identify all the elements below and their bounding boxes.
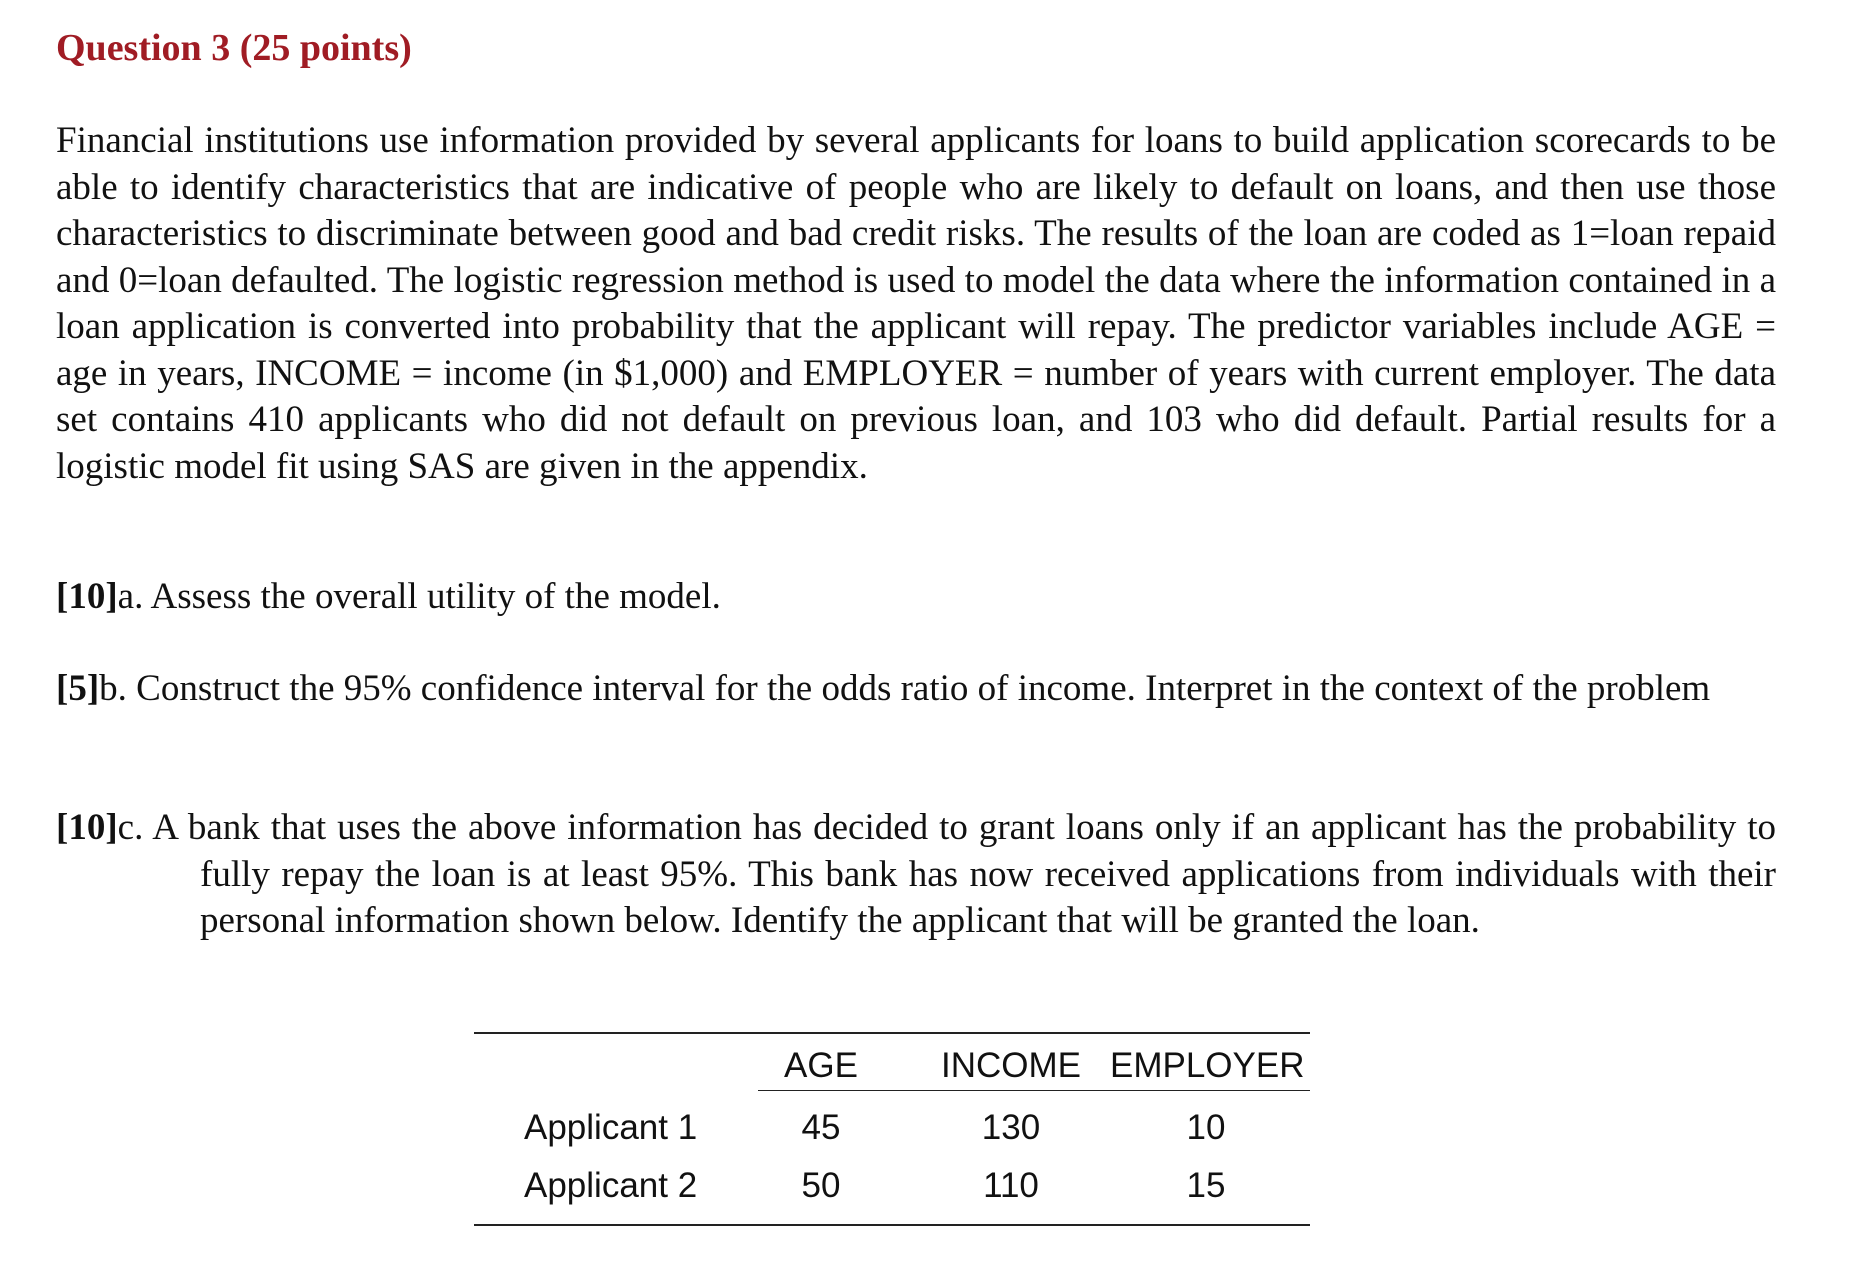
part-c: [56, 805, 1776, 945]
part-c-text: c. A bank that uses the above information has decided to grant loans only if an applicant has the probability to fully repay the loan is at least 95%. This bank has now received applications from individuals with their personal information shown below. Identify the applicant that will be granted the loan.: [117, 807, 1776, 941]
part-b-text: b. Construct the 95% confidence interval for the odds ratio of income. Interpret in the context of the problem: [99, 668, 1711, 709]
row-1-age: 45: [801, 1108, 841, 1147]
part-a-text: a. Assess the overall utility of the model.: [117, 576, 721, 617]
part-b-points: [5]: [56, 668, 100, 709]
part-a-points: [10]: [56, 576, 118, 617]
row-2-label: Applicant 2: [524, 1166, 698, 1205]
row-2-employer: 15: [1186, 1166, 1226, 1205]
table-bottom-rule: [474, 1224, 1310, 1226]
row-2-age: 50: [801, 1166, 841, 1205]
table-header-rule: [758, 1090, 1310, 1091]
part-b: [56, 666, 1776, 713]
table-top-rule: [474, 1032, 1310, 1034]
part-a: [56, 574, 1776, 621]
row-2-income: 110: [983, 1166, 1039, 1205]
header-employer: EMPLOYER: [1110, 1046, 1305, 1085]
part-c-points: [10]: [56, 807, 118, 848]
question-intro: Financial institutions use information provided by several applicants for loans to build application scorecards to be able to identify characteristics that are indicative of people who are likely to default on loans, and then use those characteristics to discriminate between good and bad credit risks. The results of the loan are coded as 1=loan repaid and 0=loan defaulted. The logistic regression method is used to model the data where the information contained in a loan application is converted into probability that the applicant will repay. The predictor variables include AGE = age in years, INCOME = income (in $1,000) and EMPLOYER = number of years with current employer. The data set contains 410 applicants who did not default on previous loan, and 103 who did default. Partial results for a logistic model fit using SAS are given in the appendix.: [56, 120, 1776, 487]
row-1-income: 130: [981, 1108, 1041, 1147]
header-income: INCOME: [941, 1046, 1081, 1085]
question-title: Question 3 (25 points): [56, 27, 412, 69]
row-1-employer: 10: [1186, 1108, 1226, 1147]
applicant-table: [474, 1032, 1310, 1226]
header-age: AGE: [784, 1046, 858, 1085]
row-1-label: Applicant 1: [524, 1108, 698, 1147]
